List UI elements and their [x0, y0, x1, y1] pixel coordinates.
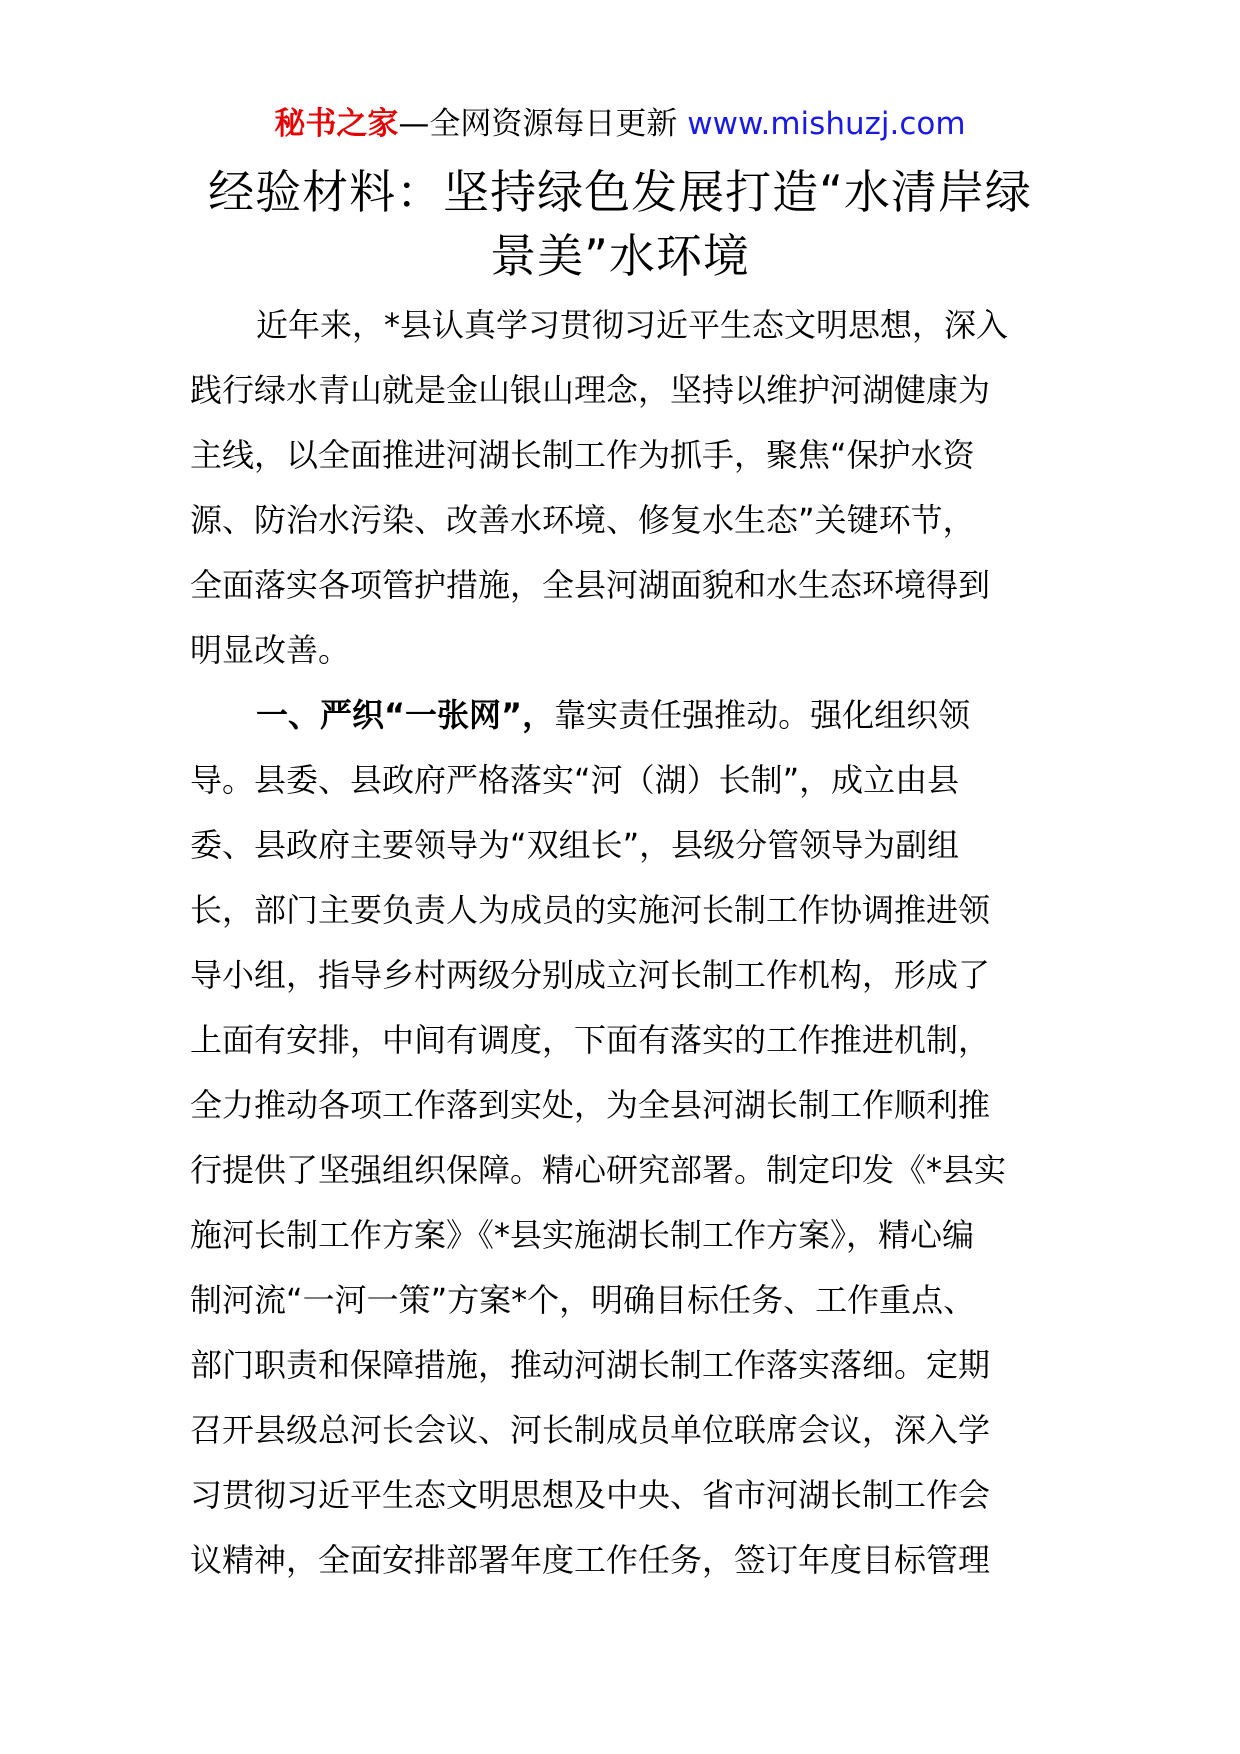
text-line: 行提供了坚强组织保障。精心研究部署。制定印发《*县实 [190, 1151, 1007, 1189]
section-first-line-text: 靠实责任强推动。强化组织领 [554, 696, 971, 734]
text-line: 近年来，*县认真学习贯彻习近平生态文明思想，深入 [256, 306, 1009, 344]
paragraph-intro [190, 293, 1050, 683]
text-line: 全面落实各项管护措施，全县河湖面貌和水生态环境得到 [190, 566, 991, 604]
brand-name: 秘书之家 [274, 106, 399, 142]
text-line: 全力推动各项工作落到实处，为全县河湖长制工作顺利推 [190, 1086, 991, 1124]
header-tagline: —全网资源每日更新 [398, 106, 688, 142]
text-line: 委、县政府主要领导为“双组长”，县级分管领导为副组 [190, 826, 960, 864]
text-line: 源、防治水污染、改善水环境、修复水生态”关键环节， [190, 501, 975, 539]
text-line: 长，部门主要负责人为成员的实施河长制工作协调推进领 [190, 891, 991, 929]
document-title [160, 160, 1080, 288]
paragraph-section-one [190, 683, 1050, 1593]
document-body [190, 293, 1050, 1593]
text-line: 部门职责和保障措施，推动河湖长制工作落实落细。定期 [190, 1346, 991, 1384]
text-line: 践行绿水青山就是金山银山理念，坚持以维护河湖健康为 [190, 371, 991, 409]
text-line: 导。县委、县政府严格落实“河（湖）长制”，成立由县 [190, 761, 960, 799]
section-heading: 一、严织“一张网”， [256, 696, 555, 734]
site-header-banner [0, 100, 1240, 148]
text-line: 主线，以全面推进河湖长制工作为抓手，聚焦“保护水资 [190, 436, 975, 474]
text-line: 习贯彻习近平生态文明思想及中央、省市河湖长制工作会 [190, 1476, 991, 1514]
document-title-line-2: 景美”水环境 [490, 229, 750, 283]
text-line: 上面有安排，中间有调度，下面有落实的工作推进机制， [190, 1021, 991, 1059]
text-line: 议精神，全面安排部署年度工作任务，签订年度目标管理 [190, 1541, 991, 1579]
text-line: 施河长制工作方案》《*县实施湖长制工作方案》，精心编 [190, 1216, 975, 1254]
text-line: 制河流“一河一策”方案*个，明确目标任务、工作重点、 [190, 1281, 976, 1319]
text-line: 导小组，指导乡村两级分别成立河长制工作机构，形成了 [190, 956, 991, 994]
document-title-line-1: 经验材料：坚持绿色发展打造“水清岸绿 [208, 165, 1032, 219]
text-line: 召开县级总河长会议、河长制成员单位联席会议，深入学 [190, 1411, 991, 1449]
section-first-line [190, 683, 1050, 748]
site-url-link[interactable]: www.mishuzj.com [687, 106, 966, 142]
text-line: 明显改善。 [190, 631, 351, 669]
